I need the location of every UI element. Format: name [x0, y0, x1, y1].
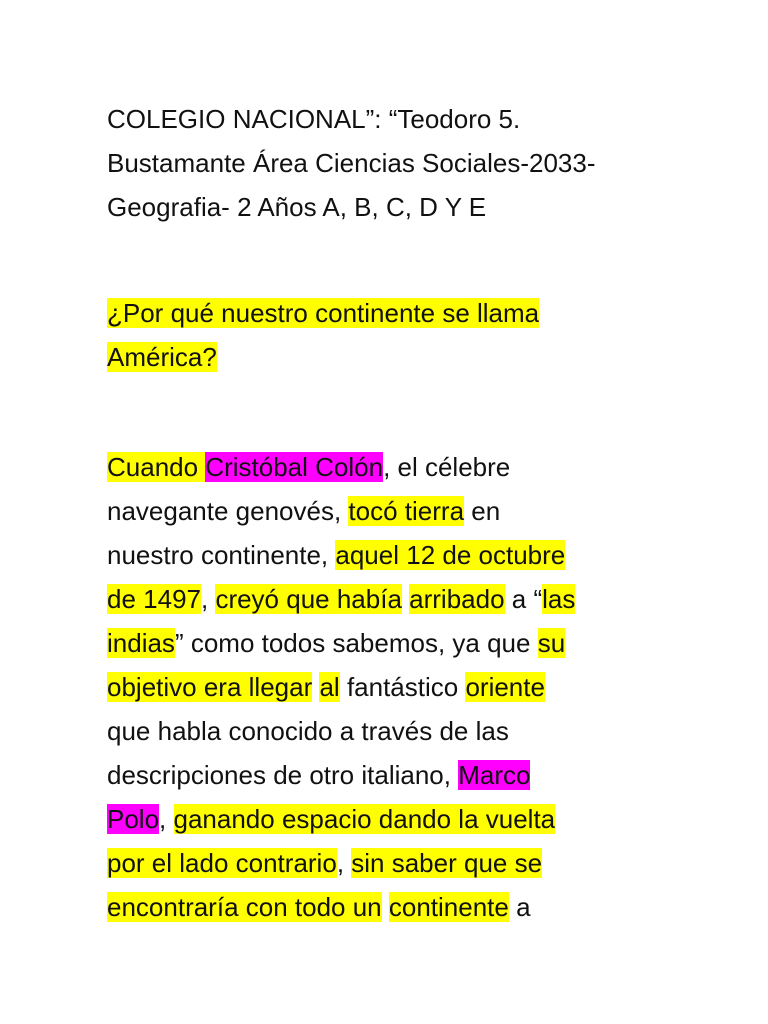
- yellow-highlighted-text: oriente: [465, 672, 545, 702]
- document-heading: [107, 97, 647, 229]
- body-paragraph: [107, 445, 637, 929]
- yellow-highlighted-text: América?: [107, 342, 217, 372]
- question-line: [107, 335, 647, 379]
- yellow-highlighted-text: aquel 12 de octubre: [335, 540, 566, 570]
- yellow-highlighted-text: de 1497: [107, 584, 201, 614]
- yellow-highlighted-text: tocó tierra: [348, 496, 465, 526]
- yellow-highlighted-text: al: [319, 672, 340, 702]
- text-segment: COLEGIO NACIONAL”: “Teodoro 5.: [107, 104, 521, 134]
- body-line: [107, 445, 637, 489]
- highlighted-question: [107, 291, 647, 379]
- heading-line: [107, 141, 647, 185]
- text-segment: ,: [159, 804, 174, 834]
- text-segment: fantástico: [339, 672, 466, 702]
- text-segment: Geografia- 2 Años A, B, C, D Y E: [107, 192, 487, 222]
- yellow-highlighted-text: continente: [388, 892, 509, 922]
- body-line: [107, 489, 637, 533]
- text-segment: ” como todos sabemos, ya que: [174, 628, 538, 658]
- yellow-highlighted-text: su: [537, 628, 566, 658]
- text-segment: que habla conocido a través de las: [107, 716, 509, 746]
- yellow-highlighted-text: sin saber que se: [351, 848, 543, 878]
- question-line: [107, 291, 647, 335]
- text-segment: navegante genovés,: [107, 496, 349, 526]
- magenta-highlighted-text: Marco: [458, 760, 531, 790]
- text-segment: , el célebre: [383, 452, 511, 482]
- text-segment: ,: [200, 584, 216, 614]
- text-segment: ,: [336, 848, 352, 878]
- body-line: [107, 797, 637, 841]
- text-segment: a “: [504, 584, 543, 614]
- heading-line: [107, 185, 647, 229]
- magenta-highlighted-text: Cristóbal Colón: [205, 452, 384, 482]
- text-segment: a: [508, 892, 531, 922]
- body-line: [107, 841, 637, 885]
- text-segment: descripciones de otro italiano,: [107, 760, 459, 790]
- text-segment: Bustamante Área Ciencias Sociales-2033-: [107, 148, 596, 178]
- yellow-highlighted-text: encontraría con todo un: [107, 892, 382, 922]
- body-line: [107, 753, 637, 797]
- yellow-highlighted-text: arribado: [409, 584, 505, 614]
- yellow-highlighted-text: las: [542, 584, 576, 614]
- body-line: [107, 621, 637, 665]
- yellow-highlighted-text: ganando espacio dando la vuelta: [173, 804, 556, 834]
- body-line: [107, 533, 637, 577]
- yellow-highlighted-text: ¿Por qué nuestro continente se llama: [107, 298, 540, 328]
- body-line: [107, 885, 637, 929]
- yellow-highlighted-text: indias: [107, 628, 175, 658]
- yellow-highlighted-text: por el lado contrario: [107, 848, 337, 878]
- yellow-highlighted-text: objetivo era llegar: [107, 672, 313, 702]
- text-segment: [382, 892, 389, 922]
- yellow-highlighted-text: Cuando: [107, 452, 206, 482]
- body-line: [107, 577, 637, 621]
- magenta-highlighted-text: Polo: [107, 804, 160, 834]
- heading-line: [107, 97, 647, 141]
- yellow-highlighted-text: creyó que había: [215, 584, 402, 614]
- text-segment: en: [464, 496, 501, 526]
- body-line: [107, 709, 637, 753]
- text-segment: nuestro continente,: [107, 540, 336, 570]
- body-line: [107, 665, 637, 709]
